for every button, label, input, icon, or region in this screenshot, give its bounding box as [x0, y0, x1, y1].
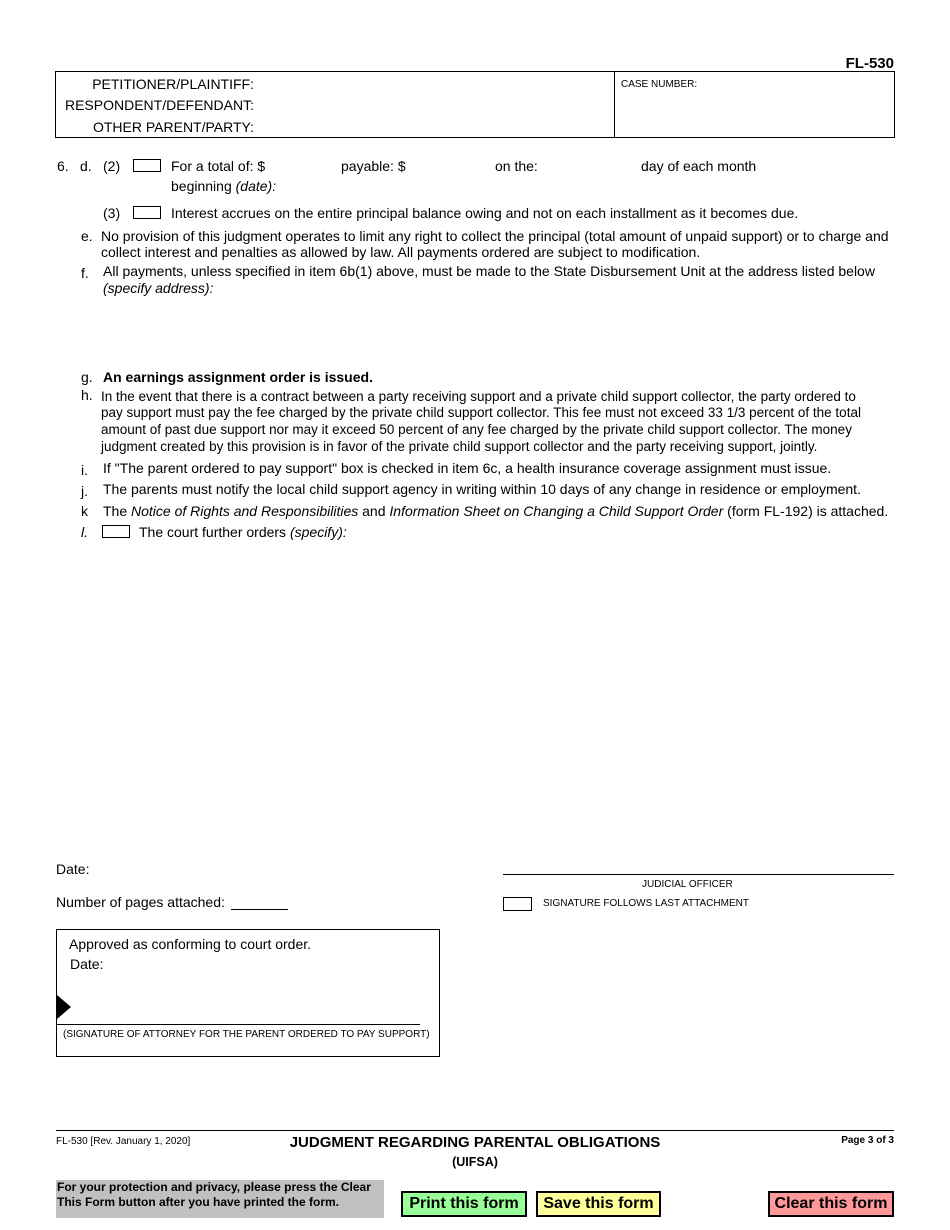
- item-h-line3: amount of past due support nor may it exceed 50 percent of any fee charged by the private child support collector. The money: [101, 422, 852, 437]
- item-l-text: [139, 524, 347, 541]
- d2-beginning-text: beginning: [171, 178, 232, 194]
- item-l-label: The court further orders: [139, 524, 287, 540]
- item-k-pre: The: [103, 503, 128, 519]
- item-j-letter: j.: [81, 483, 88, 499]
- approval-date-label: Date:: [70, 956, 104, 972]
- d3-text: Interest accrues on the entire principal balance owing and not on each installment as it becomes due.: [171, 205, 799, 221]
- item-number: 6.: [57, 158, 69, 174]
- item-d2-num: (2): [103, 158, 121, 174]
- footer-page: Page 3 of 3: [841, 1135, 894, 1146]
- item-k-letter: k: [81, 503, 88, 519]
- item-l-hint: (specify):: [289, 524, 347, 540]
- item-d-letter: d.: [80, 158, 92, 174]
- d3-checkbox[interactable]: [133, 206, 161, 219]
- pages-input-line[interactable]: [231, 909, 288, 910]
- judicial-officer-label: JUDICIAL OFFICER: [642, 879, 733, 890]
- item-i-text: If "The parent ordered to pay support" box is checked in item 6c, a health insurance coverage assignment must issue.: [103, 460, 832, 476]
- attorney-signature-label: (SIGNATURE OF ATTORNEY FOR THE PARENT ORDERED TO PAY SUPPORT): [63, 1029, 430, 1040]
- other-parent-label: OTHER PARENT/PARTY:: [92, 119, 254, 135]
- item-e-line1: No provision of this judgment operates to limit any right to collect the principal (total amount of unpaid support) or to charge and: [101, 228, 889, 244]
- item-f-letter: f.: [81, 265, 89, 281]
- signature-follows-checkbox[interactable]: [503, 897, 532, 911]
- item-d3-num: (3): [103, 205, 121, 221]
- print-form-button[interactable]: Print this form: [401, 1191, 527, 1217]
- footer-subtitle: (UIFSA): [452, 1155, 498, 1169]
- clear-form-button[interactable]: Clear this form: [768, 1191, 894, 1217]
- d2-payable-label: payable: $: [341, 158, 406, 174]
- item-j-text: The parents must notify the local child support agency in writing within 10 days of any change in residence or employment.: [103, 481, 861, 497]
- attorney-signature-line[interactable]: [57, 1024, 420, 1025]
- petitioner-label: PETITIONER/PLAINTIFF:: [92, 76, 254, 92]
- footer-rule: [56, 1130, 894, 1131]
- d2-beginning-label: [171, 178, 276, 195]
- d2-on-label: on the:: [495, 158, 538, 174]
- item-h-line2: pay support must pay the fee charged by the private child support collector. This fee must not exceed 33 1/3 percent of the total: [101, 405, 861, 420]
- pages-label: Number of pages attached:: [56, 894, 225, 910]
- item-h-letter: h.: [81, 387, 93, 403]
- respondent-label: RESPONDENT/DEFENDANT:: [64, 97, 254, 113]
- item-h-line4: judgment created by this provision is in favor of the private child support collector and the party receiving support, jointly.: [101, 439, 818, 454]
- item-k-text: [103, 503, 888, 520]
- d2-total-label: For a total of: $: [171, 158, 266, 174]
- form-number: FL-530: [845, 55, 894, 72]
- item-k-title2: Information Sheet on Changing a Child Support Order: [389, 503, 724, 519]
- privacy-notice: [56, 1180, 384, 1218]
- date-label: Date:: [56, 861, 90, 877]
- judicial-signature-line[interactable]: [503, 874, 894, 875]
- footer-rev: FL-530 [Rev. January 1, 2020]: [56, 1136, 191, 1147]
- item-l-letter: [81, 524, 88, 541]
- item-l-letter-text: l.: [81, 524, 88, 540]
- privacy-line1: For your protection and privacy, please press the Clear: [57, 1180, 371, 1194]
- approval-line1: Approved as conforming to court order.: [69, 936, 312, 952]
- caption-box: [55, 71, 895, 138]
- arrow-icon: [57, 995, 71, 1019]
- approval-box: [56, 929, 440, 1057]
- item-k-title1: Notice of Rights and Responsibilities: [131, 503, 359, 519]
- d2-day-label: day of each month: [641, 158, 757, 174]
- save-form-button[interactable]: Save this form: [536, 1191, 661, 1217]
- item-e-line2: collect interest and penalties as allowed by law. All payments ordered are subject to modification.: [101, 244, 701, 260]
- signature-follows-label: SIGNATURE FOLLOWS LAST ATTACHMENT: [543, 898, 749, 909]
- d2-date-hint: (date):: [235, 178, 277, 194]
- item-k-mid: and: [362, 503, 386, 519]
- item-f-line1: All payments, unless specified in item 6b(1) above, must be made to the State Disbursement Unit at the address listed below: [103, 263, 875, 279]
- item-f-line2: [103, 280, 213, 297]
- item-f-hint: (specify address):: [103, 280, 214, 296]
- case-number-label: CASE NUMBER:: [621, 79, 698, 90]
- caption-divider: [614, 72, 615, 137]
- item-g-text: An earnings assignment order is issued.: [103, 369, 373, 385]
- footer-title: JUDGMENT REGARDING PARENTAL OBLIGATIONS: [289, 1134, 661, 1151]
- item-k-post: (form FL-192) is attached.: [727, 503, 889, 519]
- d2-checkbox[interactable]: [133, 159, 161, 172]
- item-h-line1: In the event that there is a contract between a party receiving support and a private child support collector, the party ordered to: [101, 389, 856, 404]
- item-g-letter: g.: [81, 369, 93, 385]
- privacy-line2: This Form button after you have printed the form.: [57, 1195, 340, 1209]
- l-checkbox[interactable]: [102, 525, 130, 538]
- item-e-letter: e.: [81, 228, 93, 244]
- item-i-letter: i.: [81, 462, 88, 478]
